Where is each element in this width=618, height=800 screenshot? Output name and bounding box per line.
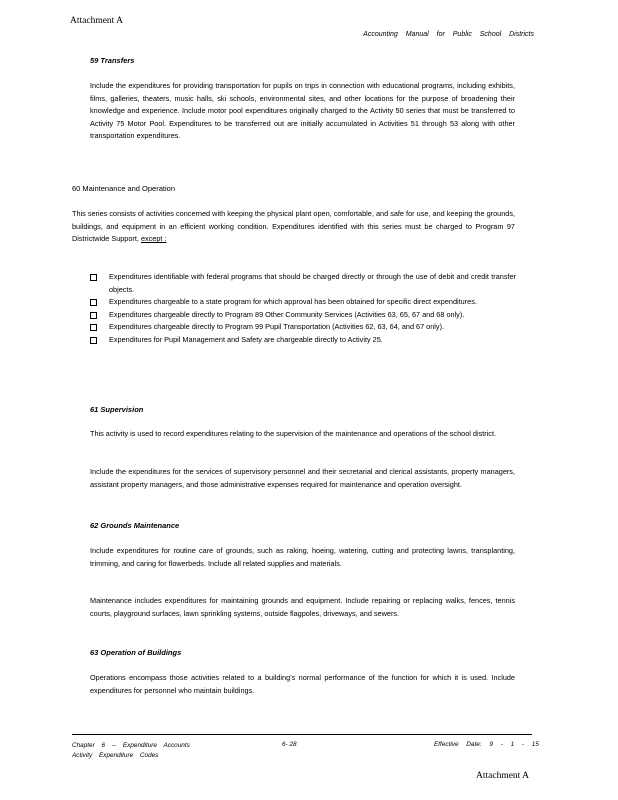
section-62-paragraph-2: Maintenance includes expenditures for maintaining grounds and equipment. Include repairing or replacing walks, fences, tennis courts, playground surfaces, lawn sprinkling systems, outside flagpoles, driveways, and sewers. [90, 596, 515, 618]
footer-effective-date: Effective Date: 9 - 1 - 15 [434, 741, 539, 748]
manual-title: Accounting Manual for Public School Districts [363, 31, 534, 38]
section-63-heading: 63 Operation of Buildings [90, 648, 182, 657]
attachment-label-bottom: Attachment A [476, 771, 530, 781]
footer-page-number: 6- 28 [282, 741, 297, 748]
checkbox-bullet-icon [90, 324, 97, 331]
footer-chapter-line2: Activity Expenditure Codes [72, 752, 159, 759]
section-59-heading: 59 Transfers [90, 56, 135, 65]
except-label: except : [140, 234, 167, 244]
attachment-label-top: Attachment A [70, 16, 124, 26]
exception-list-item [90, 321, 516, 334]
section-59-paragraph: Include the expenditures for providing transportation for pupils on trips in connection with educational programs, including exhibits, films, galleries, theaters, music halls, ski schools, environmental sites, and other locations for the purpose of broadening their knowledge and experience. Include motor pool expenditures originally charged to the Activity 50 series that must be transferred to Activity 75 Motor Pool. Expenditures to be transferred out are initially accumulated in Activities 51 through 53 along with other transportation expenditures. [90, 81, 515, 141]
exception-list-item-text: Expenditures chargeable directly to Program 99 Pupil Transportation (Activities 62, 63, 64, and 67 only). [109, 322, 445, 332]
footer-chapter [72, 741, 190, 761]
exception-list-item [90, 296, 516, 309]
section-61-paragraph-2: Include the expenditures for the services of supervisory personnel and their secretarial and clerical assistants, property managers, assistant property managers, and those administrative expenses required for maintenance and operation oversight. [90, 467, 515, 489]
checkbox-bullet-icon [90, 337, 97, 344]
section-60-heading: 60 Maintenance and Operation [72, 184, 175, 193]
section-60-paragraph [72, 208, 515, 246]
footer-chapter-line1: Chapter 6 -- Expenditure Accounts [72, 742, 190, 749]
checkbox-bullet-icon [90, 299, 97, 306]
exception-list-item-text: Expenditures identifiable with federal programs that should be charged directly or through the use of debit and credit transfer objects. [109, 272, 516, 294]
checkbox-bullet-icon [90, 312, 97, 319]
exception-list-item [90, 309, 516, 322]
section-61-heading: 61 Supervision [90, 405, 144, 414]
section-62-paragraph-1: Include expenditures for routine care of grounds, such as raking, hoeing, watering, cutting and protecting lawns, transplanting, trimming, and caring for flowerbeds. Include all related supplies and materials. [90, 546, 515, 568]
exception-list-item-text: Expenditures chargeable to a state program for which approval has been obtained for specific direct expenditures. [109, 297, 477, 307]
exception-list-item-text: Expenditures chargeable directly to Program 89 Other Community Services (Activities 63, 65, 67 and 68 only). [109, 309, 465, 319]
exception-list-item [90, 334, 516, 347]
exception-list-item-text: Expenditures for Pupil Management and Safety are chargeable directly to Activity 25. [109, 334, 383, 344]
section-62-heading: 62 Grounds Maintenance [90, 521, 180, 530]
section-63-paragraph: Operations encompass those activities related to a building’s normal performance of the function for which it is used. Include expenditures for personnel who maintain buildings. [90, 673, 515, 695]
exception-list-item [90, 271, 516, 296]
checkbox-bullet-icon [90, 274, 97, 281]
footer-rule [72, 734, 532, 735]
section-60-text: This series consists of activities concerned with keeping the physical plant open, comfortable, and safe for use, and keeping the grounds, buildings, and equipment in an efficient working condition. Expenditures identified with this series must be charged to Program 97 Districtwide Support, [72, 209, 515, 244]
section-61-paragraph-1: This activity is used to record expenditures relating to the supervision of the maintenance and operations of the school district. [90, 429, 497, 438]
exception-list [90, 271, 516, 347]
